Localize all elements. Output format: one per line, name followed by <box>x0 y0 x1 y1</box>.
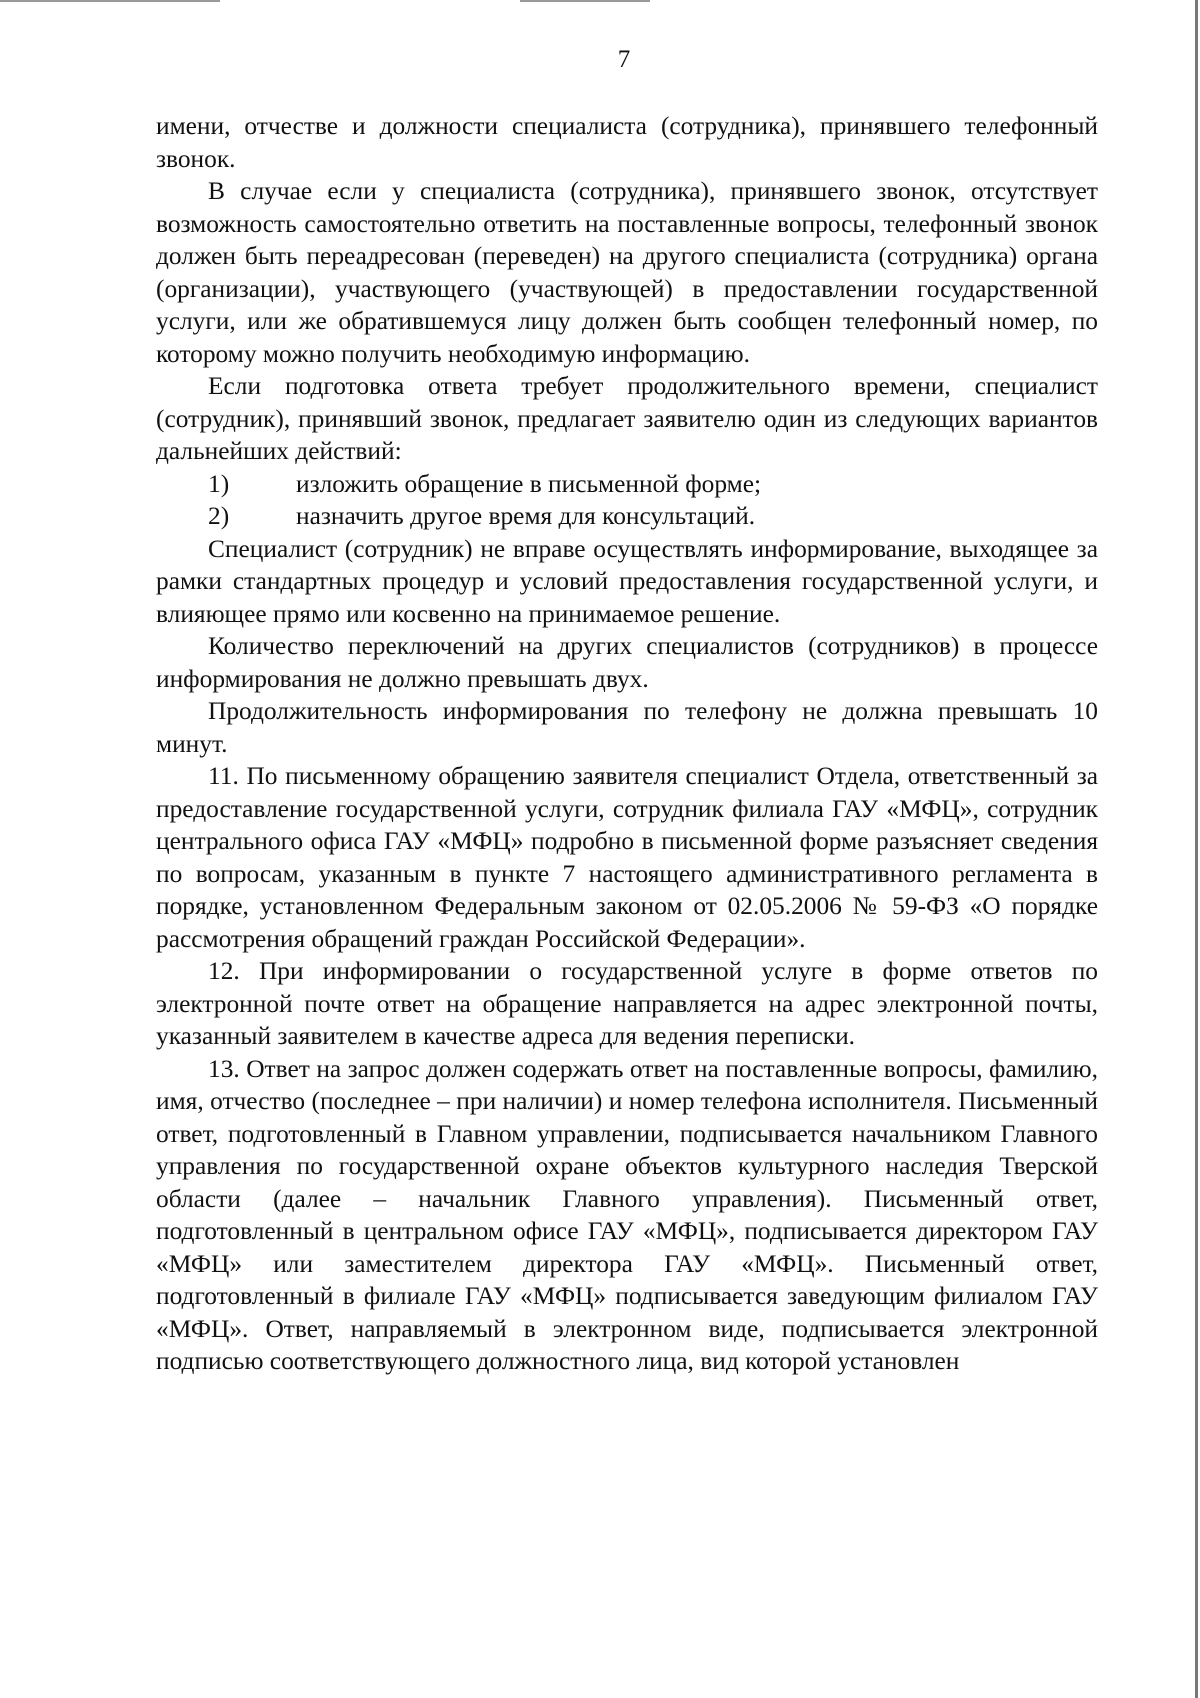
paragraph-duration: Продолжительность информирования по телефону не должна превышать 10 минут. <box>156 697 1098 758</box>
paragraph-item-13: 13. Ответ на запрос должен содержать ответ на поставленные вопросы, фамилию, имя, отчество (последнее – при наличии) и номер телефона исполнителя. Письменный ответ, подготовленный в Главном управлении, подписывается начальником Главного управления по государственной охране объектов культурного наследия Тверской области (далее – начальник Главного управления). Письменный ответ, подготовленный в центральном офисе ГАУ «МФЦ», подписывается директором ГАУ «МФЦ» или заместителем директора ГАУ «МФЦ». Письменный ответ, подготовленный в филиале ГАУ «МФЦ» подписывается заведующим филиалом ГАУ «МФЦ». Ответ, направляемый в электронном виде, подписывается электронной подписью соответствующего должностного лица, вид которой установлен <box>156 1054 1098 1375</box>
paragraph-call-transfer: В случае если у специалиста (сотрудника), принявшего звонок, отсутствует возможность самостоятельно ответить на поставленные вопросы, телефонный звонок должен быть переадресован (переведен) на другого специалиста (сотрудника) органа (организации), участвующего (участвующей) в предоставлении государственной услуги, или же обратившемуся лицу должен быть сообщен телефонный номер, по которому можно получить необходимую информацию. <box>156 177 1098 368</box>
paragraph-switch-count: Количество переключений на других специалистов (сотрудников) в процессе информирования не должно превышать двух. <box>156 632 1098 693</box>
list-item-number: 1) <box>208 469 230 498</box>
list-item <box>156 468 1098 501</box>
page-number: 7 <box>617 46 631 73</box>
document-body <box>156 110 1098 1378</box>
paragraph-item-11: 11. По письменному обращению заявителя специалист Отдела, ответственный за предоставление государственной услуги, сотрудник филиала ГАУ «МФЦ», сотрудник центрального офиса ГАУ «МФЦ» подробно в письменной форме разъясняет сведения по вопросам, указанным в пункте 7 настоящего административного регламента в порядке, установленном Федеральным законом от 02.05.2006 № 59-ФЗ «О порядке рассмотрения обращений граждан Российской Федерации». <box>156 762 1098 953</box>
paragraph-item-12: 12. При информировании о государственной услуге в форме ответов по электронной почте ответ на обращение направляется на адрес электронной почты, указанный заявителем в качестве адреса для ведения переписки. <box>156 957 1098 1050</box>
scan-edge-line <box>0 0 220 2</box>
list-item <box>156 500 1098 533</box>
paragraph-long-answer: Если подготовка ответа требует продолжительного времени, специалист (сотрудник), принявший звонок, предлагает заявителю один из следующих вариантов дальнейших действий: <box>156 372 1098 465</box>
list-item-number: 2) <box>208 502 230 530</box>
paragraph-continuation: имени, отчестве и должности специалиста (сотрудника), принявшего телефонный звонок. <box>156 112 1098 173</box>
list-item-text: назначить другое время для консультаций. <box>296 502 756 530</box>
scan-right-edge <box>1195 0 1198 1698</box>
scan-edge-line <box>520 0 650 2</box>
paragraph-restrictions: Специалист (сотрудник) не вправе осуществлять информирование, выходящее за рамки стандартных процедур и условий предоставления государственной услуги, и влияющее прямо или косвенно на принимаемое решение. <box>156 534 1098 628</box>
list-item-text: изложить обращение в письменной форме; <box>296 469 762 498</box>
